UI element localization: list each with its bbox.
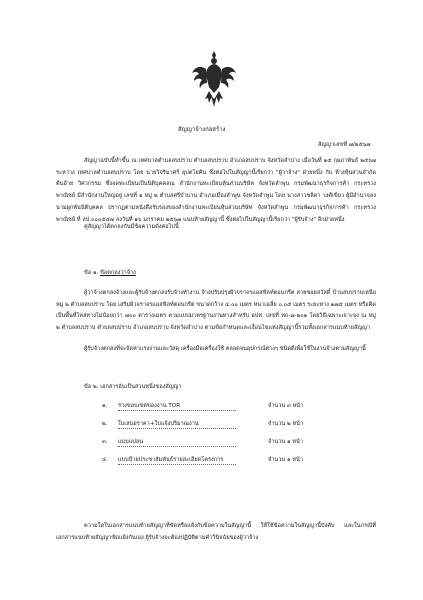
attachment-count: จำนวน ๓ หน้า (268, 403, 304, 409)
contract-number: สัญญาเลขที่ ๗/๒๕๖๗ (318, 142, 371, 148)
footer-paragraph: ความใดในเอกสารแนบท้ายสัญญาที่ขัดหรือแย้งกับข้อความในสัญญานี้ ให้ใช้ข้อความในสัญญานี้บังคับ และในกรณีที่เอกสารแนบท้ายสัญญาขัดแย้งกันเอง ผู้รับจ้างจะต้องปฏิบัติตามคำวินิจฉัยของผู้ว่าจ้าง (56, 523, 376, 541)
document-title: สัญญาจ้างก่อสร้าง (178, 126, 226, 133)
attachment-no: ๒. (102, 421, 108, 427)
intro-paragraph: สัญญาฉบับนี้ทำขึ้น ณ เทศบาลตำบลสบปราบ ตำบลสบปราบ อำเภอสบปราบ จังหวัดลำปาง เมื่อวันที่ ๑๕ กุมภาพันธ์ ๒๕๖๗ ระหว่าง เทศบาลตำบลสบปราบ โดย นายวิจริมาศร์ ยุปตโยคิน ซึ่งต่อไปในสัญญานี้เรียกว่า "ผู้ว่าจ้าง" ฝ่ายหนึ่ง กับ ห้างหุ้นส่วนจำกัด ต้นอ้าย วิศวกรรม ซึ่งจดทะเบียนเป็นนิติบุคคลณ สำนักงานทะเบียนหุ้นส่วนบริษัท จังหวัดลำพูน กรมพัฒนาธุรกิจการค้า กระทรวงพาณิชย์ มีสำนักงานใหญ่อยู่ เลขที่ ๑ หมู่ ๒ ตำบลศรีบัวบาน อำเภอเมืองลำพูน จังหวัดลำพูน โดย นางสาวชลิดา วงศ์เขียว ผู้มีอำนาจลงนามผูกพันนิติบุคคล ปรากฏตามหนังสือรับรองของสำนักงานทะเบียนหุ้นส่วนบริษัท จังหวัดลำพูน กรมพัฒนาธุรกิจการค้า กระทรวงพาณิชย์ ที่ ลป.๐๐๐๕๕๗ ลงวันที่ ๑๖ มกราคม ๒๕๖๗ แนบท้ายสัญญานี้ ซึ่งต่อไปในสัญญานี้เรียกว่า "ผู้รับจ้าง" อีกฝ่ายหนึ่ง (56, 158, 376, 223)
attachment-item (102, 402, 342, 410)
attachment-label: ร่างขอบเขตของงาน TOR (118, 402, 236, 411)
attachment-count: จำนวน ๒ หน้า (268, 421, 304, 427)
attachment-label: ใบเสนอราคา+ใบแจ้งปริมาณงาน (118, 420, 236, 429)
attachment-label: แบบป้ายประชาสัมพันธ์รายละเอียดโครงการ (118, 456, 236, 465)
clause1-heading (84, 270, 136, 277)
attachment-item (102, 420, 342, 428)
attachment-count: จำนวน ๑ หน้า (268, 457, 303, 463)
attachment-no: ๔. (102, 457, 109, 463)
attachment-no: ๑. (102, 403, 108, 409)
clause1-body-2: ผู้รับจ้างตกลงที่จะจัดหาแรงงานและวัสดุ เครื่องมือเครื่องใช้ ตลอดจนอุปกรณ์ต่างๆ ชนิดดีเพื่อใช้ในงานจ้างตามสัญญานี้ (84, 346, 366, 352)
clause1-title: ข้อตกลงว่าจ้าง (100, 270, 136, 276)
clause1-prefix: ข้อ ๑. (84, 270, 101, 276)
garuda-emblem-icon (191, 49, 237, 109)
attachment-label: แบบแปลน (118, 438, 236, 447)
clause1-body: ผู้ว่าจ้างตกลงจ้างและผู้รับจ้างตกลงรับจ้างทำงาน จ้างปรับปรุงผิวจราจรแอสฟัลท์ตอนกรีต สายซอยสวัสดิ์ บ้านสบปราบเหนือ หมู่ ๒ ตำบลสบปราบ โดย เสริมผิวจราจรแอสฟัลท์ตอนกรีต ขนาดกว้าง ๔.๐๐ เมตร หนาเฉลี่ย ๐.๐๕ เมตร ระยะทาง ๑๗๕ เมตร หรือคิดเป็นพื้นที่ไหล่ทางไม่น้อยกว่า ๗๐๐ ตารางเมตร ตามแบบมาตรฐานงานทางสำหรับ อปท. เลขที่ ทถ-๗-๒๐๑ โดยวิธีเฉพาะเจาะจง ณ หมู่ ๒ ตำบลสบปราบ ตำบลสบปราบ อำเภอสบปราบ จังหวัดลำปาง ตามข้อกำหนดและเงื่อนไขแห่งสัญญานี้รวมทั้งเอกสารแนบท้ายสัญญา (56, 290, 376, 332)
attachment-item (102, 456, 342, 464)
agreement-statement: คู่สัญญาได้ตกลงกันมีข้อความดังต่อไปนี้ (84, 224, 179, 230)
attachment-item (102, 438, 342, 446)
clause2-heading: ข้อ ๒. เอกสารอันเป็นส่วนหนึ่งของสัญญา (84, 384, 182, 390)
attachment-no: ๓. (102, 439, 108, 445)
attachment-count: จำนวน ๑ หน้า (268, 439, 303, 445)
